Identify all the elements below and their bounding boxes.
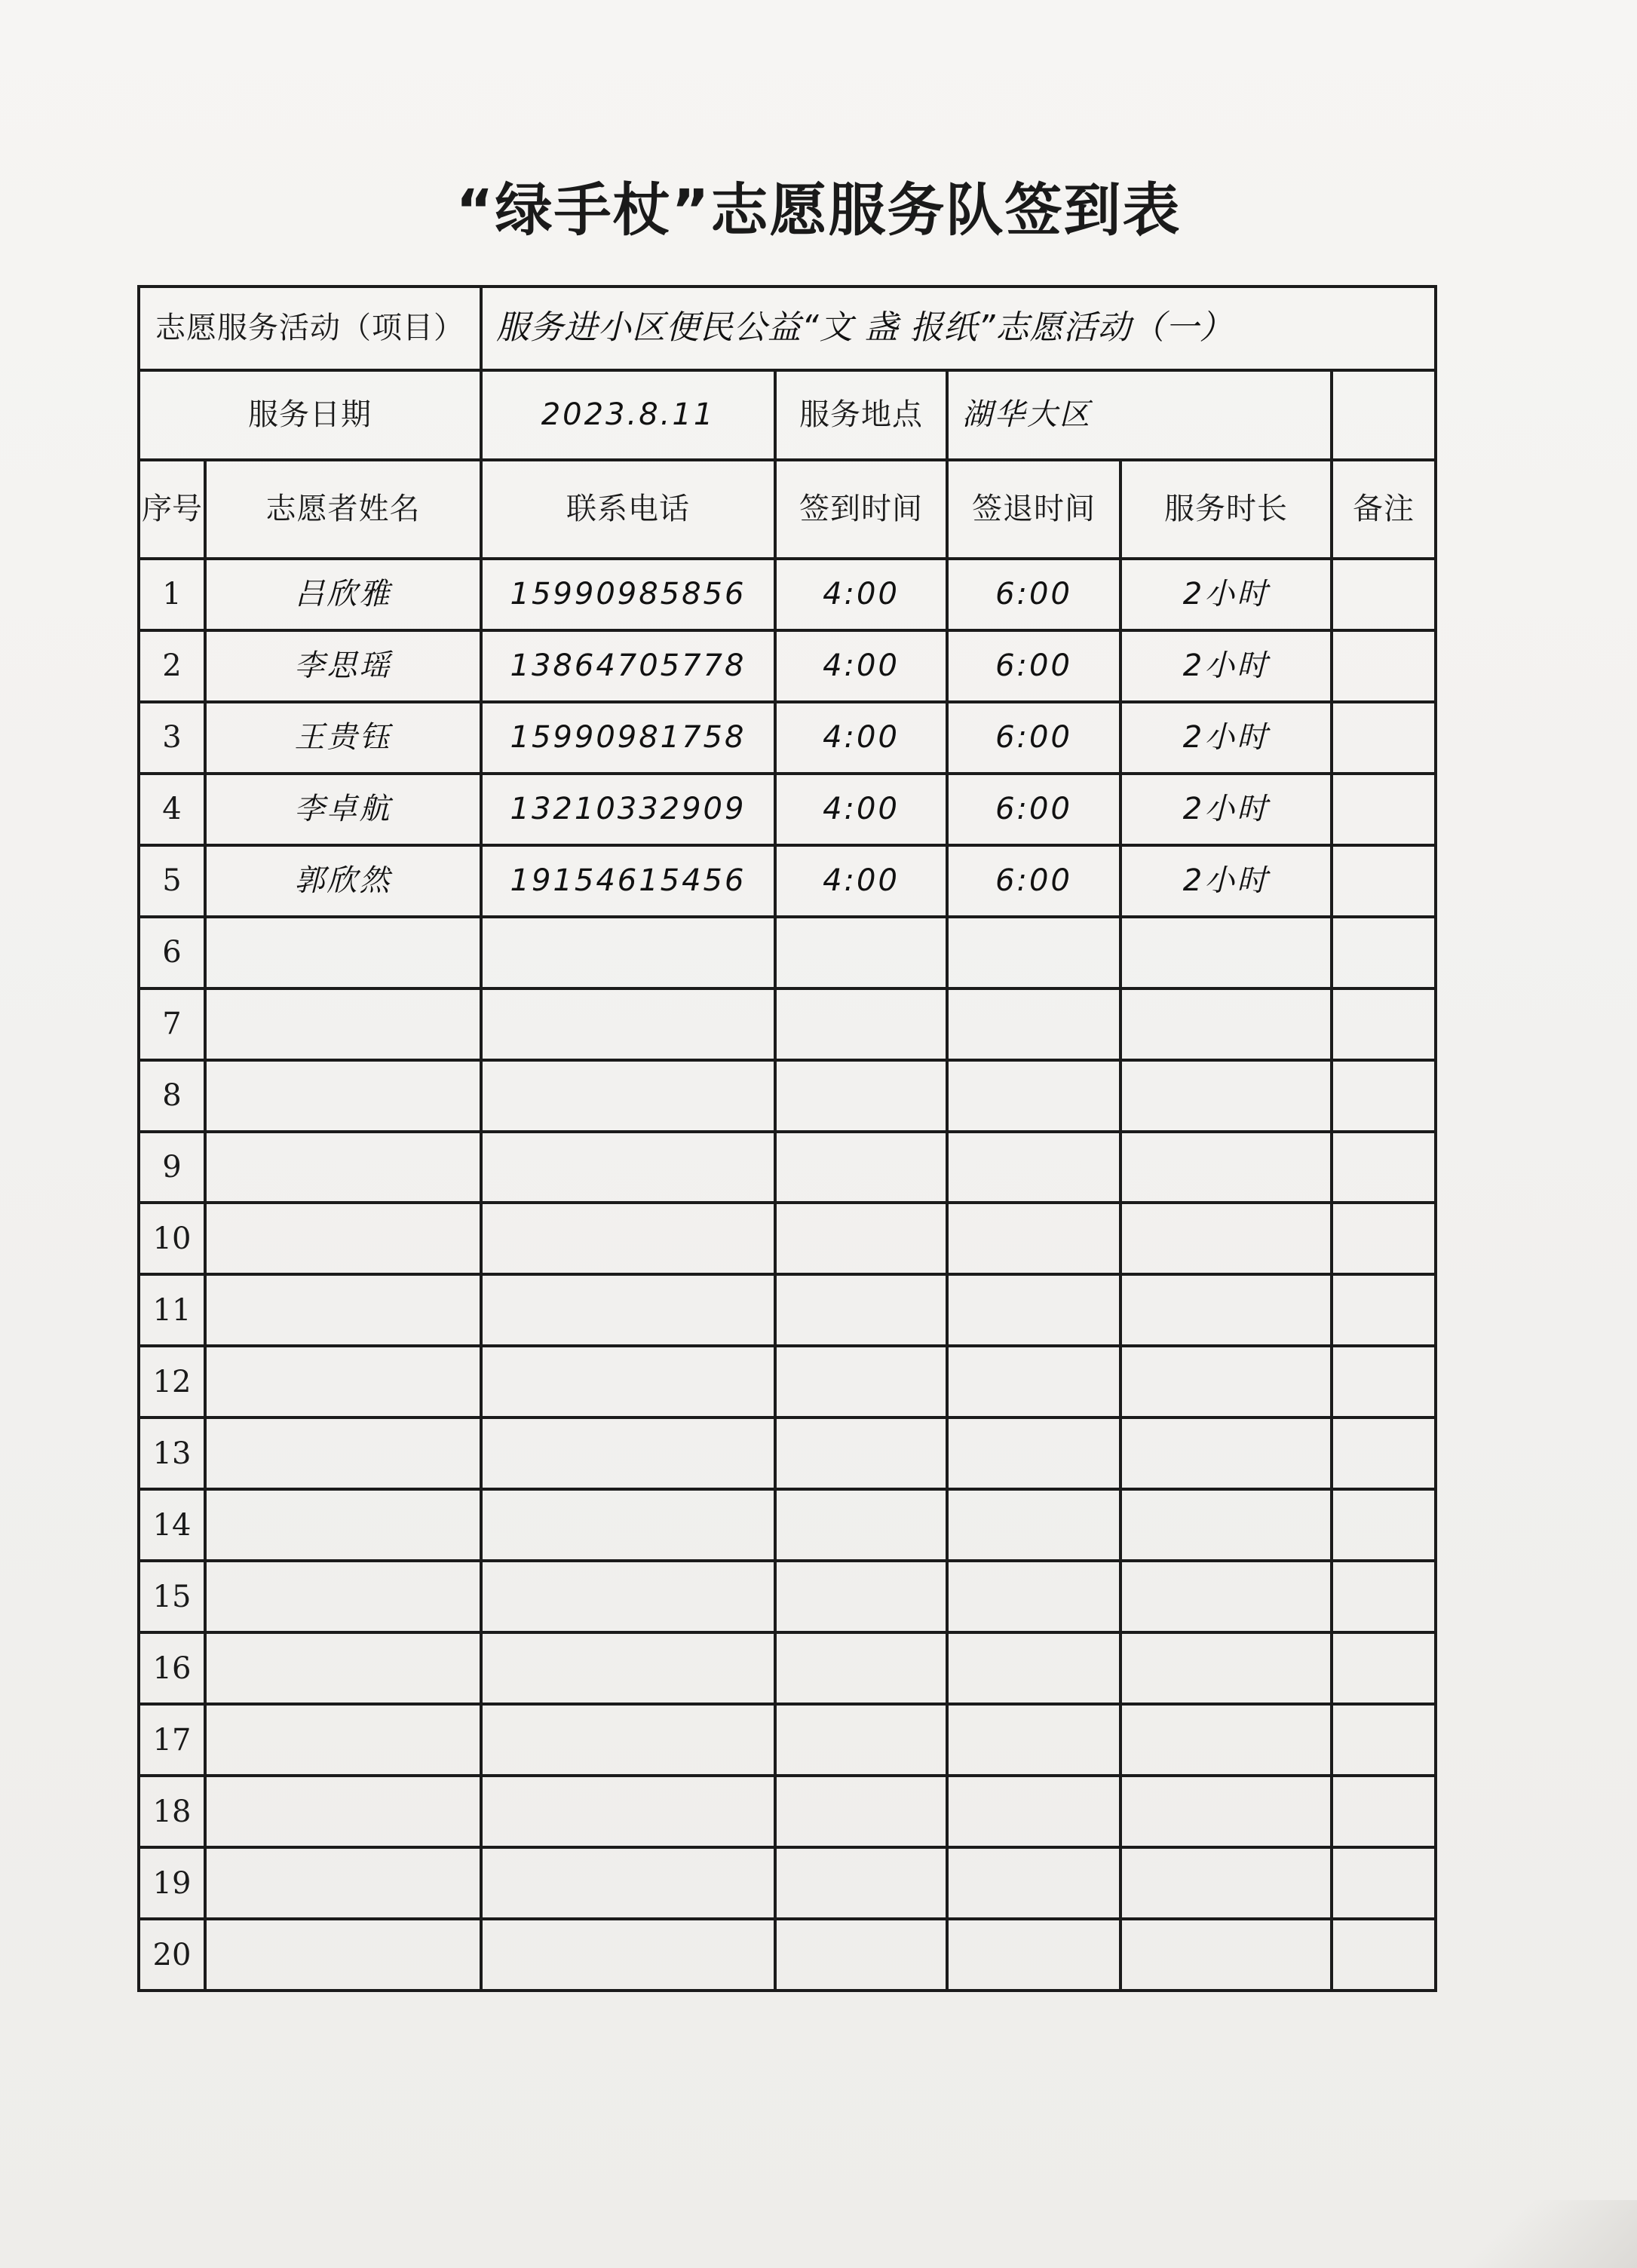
cell-duration — [1120, 1776, 1332, 1847]
table-row — [139, 1561, 1436, 1632]
cell-phone — [481, 1346, 775, 1418]
cell-checkin: 4:00 — [775, 702, 947, 774]
cell-phone: 13864705778 — [481, 630, 775, 702]
cell-name — [205, 1919, 481, 1991]
cell-checkin — [775, 1132, 947, 1203]
cell-seq: 19 — [139, 1847, 205, 1919]
cell-seq: 5 — [139, 845, 205, 917]
cell-name: 李思瑶 — [205, 630, 481, 702]
location-label: 服务地点 — [775, 370, 947, 460]
cell-phone — [481, 1274, 775, 1346]
cell-checkout: 6:00 — [947, 774, 1120, 845]
table-row — [139, 1346, 1436, 1418]
cell-seq: 14 — [139, 1489, 205, 1561]
cell-remarks — [1332, 630, 1436, 702]
cell-name — [205, 1274, 481, 1346]
cell-duration — [1120, 1489, 1332, 1561]
activity-value: 服务进小区便民公益“文 盏 报纸”志愿活动（一） — [481, 287, 1436, 370]
table-row — [139, 1274, 1436, 1346]
cell-phone — [481, 1132, 775, 1203]
cell-seq: 3 — [139, 702, 205, 774]
cell-phone — [481, 988, 775, 1060]
cell-duration — [1120, 1203, 1332, 1274]
cell-phone — [481, 1704, 775, 1776]
cell-duration — [1120, 1418, 1332, 1489]
cell-checkout — [947, 1203, 1120, 1274]
cell-checkin — [775, 1704, 947, 1776]
cell-remarks — [1332, 1060, 1436, 1132]
location-value: 湖华大区 — [947, 370, 1332, 460]
cell-duration — [1120, 988, 1332, 1060]
cell-seq: 6 — [139, 917, 205, 988]
scan-shadow — [1411, 2200, 1637, 2268]
column-header-name: 志愿者姓名 — [205, 460, 481, 559]
cell-seq: 16 — [139, 1632, 205, 1704]
table-row — [139, 1919, 1436, 1991]
cell-remarks — [1332, 1847, 1436, 1919]
cell-checkin — [775, 1489, 947, 1561]
cell-checkin — [775, 1919, 947, 1991]
cell-remarks — [1332, 1561, 1436, 1632]
cell-checkin — [775, 1776, 947, 1847]
cell-checkout — [947, 1561, 1120, 1632]
cell-seq: 7 — [139, 988, 205, 1060]
cell-duration: 2小时 — [1120, 559, 1332, 630]
cell-remarks — [1332, 1919, 1436, 1991]
cell-duration: 2小时 — [1120, 774, 1332, 845]
cell-checkin — [775, 1632, 947, 1704]
cell-remarks — [1332, 702, 1436, 774]
cell-phone: 15990981758 — [481, 702, 775, 774]
date-location-row — [139, 370, 1436, 460]
date-value: 2023.8.11 — [481, 370, 775, 460]
cell-phone — [481, 1632, 775, 1704]
cell-phone — [481, 1060, 775, 1132]
cell-seq: 10 — [139, 1203, 205, 1274]
cell-checkout — [947, 917, 1120, 988]
cell-name — [205, 1776, 481, 1847]
cell-name — [205, 1847, 481, 1919]
cell-seq: 18 — [139, 1776, 205, 1847]
column-header-row — [139, 460, 1436, 559]
table-row — [139, 845, 1436, 917]
cell-name — [205, 1203, 481, 1274]
cell-checkin — [775, 1060, 947, 1132]
cell-checkout — [947, 1346, 1120, 1418]
table-row — [139, 917, 1436, 988]
cell-checkout — [947, 1776, 1120, 1847]
cell-name — [205, 1060, 481, 1132]
cell-checkout — [947, 1489, 1120, 1561]
cell-checkout — [947, 1704, 1120, 1776]
cell-seq: 8 — [139, 1060, 205, 1132]
cell-duration — [1120, 1704, 1332, 1776]
cell-checkin: 4:00 — [775, 774, 947, 845]
cell-seq: 13 — [139, 1418, 205, 1489]
cell-checkout: 6:00 — [947, 702, 1120, 774]
table-row — [139, 1632, 1436, 1704]
cell-checkout: 6:00 — [947, 559, 1120, 630]
cell-checkout — [947, 1060, 1120, 1132]
sign-in-table — [137, 285, 1437, 1992]
activity-row — [139, 287, 1436, 370]
cell-duration — [1120, 1561, 1332, 1632]
cell-name: 李卓航 — [205, 774, 481, 845]
cell-name: 王贵钰 — [205, 702, 481, 774]
date-label: 服务日期 — [139, 370, 481, 460]
sign-in-form — [137, 285, 1434, 1992]
table-row — [139, 1203, 1436, 1274]
cell-name — [205, 917, 481, 988]
cell-remarks — [1332, 1418, 1436, 1489]
cell-checkout: 6:00 — [947, 630, 1120, 702]
column-header-phone: 联系电话 — [481, 460, 775, 559]
cell-phone: 15990985856 — [481, 559, 775, 630]
table-row — [139, 774, 1436, 845]
cell-checkout — [947, 1274, 1120, 1346]
cell-phone — [481, 1919, 775, 1991]
cell-name: 郭欣然 — [205, 845, 481, 917]
cell-remarks — [1332, 1132, 1436, 1203]
column-header-duration: 服务时长 — [1120, 460, 1332, 559]
cell-duration — [1120, 1847, 1332, 1919]
cell-remarks — [1332, 1489, 1436, 1561]
cell-seq: 9 — [139, 1132, 205, 1203]
column-header-checkout: 签退时间 — [947, 460, 1120, 559]
page-title: “绿手杖”志愿服务队签到表 — [455, 176, 1182, 244]
cell-seq: 12 — [139, 1346, 205, 1418]
cell-seq: 2 — [139, 630, 205, 702]
cell-seq: 11 — [139, 1274, 205, 1346]
cell-remarks — [1332, 988, 1436, 1060]
cell-remarks — [1332, 1203, 1436, 1274]
cell-phone: 19154615456 — [481, 845, 775, 917]
table-row — [139, 1060, 1436, 1132]
cell-phone — [481, 1418, 775, 1489]
table-row — [139, 1418, 1436, 1489]
cell-checkin — [775, 917, 947, 988]
cell-checkin — [775, 1203, 947, 1274]
cell-phone — [481, 1203, 775, 1274]
cell-name — [205, 1132, 481, 1203]
cell-duration — [1120, 1919, 1332, 1991]
cell-name: 吕欣雅 — [205, 559, 481, 630]
column-header-checkin: 签到时间 — [775, 460, 947, 559]
cell-checkin — [775, 1418, 947, 1489]
cell-remarks — [1332, 917, 1436, 988]
cell-phone: 13210332909 — [481, 774, 775, 845]
cell-duration — [1120, 1132, 1332, 1203]
cell-remarks — [1332, 1704, 1436, 1776]
cell-name — [205, 1561, 481, 1632]
table-row — [139, 1847, 1436, 1919]
cell-name — [205, 1346, 481, 1418]
cell-duration — [1120, 1346, 1332, 1418]
cell-remarks — [1332, 1776, 1436, 1847]
table-row — [139, 1132, 1436, 1203]
cell-seq: 15 — [139, 1561, 205, 1632]
cell-name — [205, 1418, 481, 1489]
cell-duration — [1120, 1632, 1332, 1704]
column-header-remarks: 备注 — [1332, 460, 1436, 559]
cell-checkout — [947, 988, 1120, 1060]
cell-name — [205, 988, 481, 1060]
cell-checkout — [947, 1632, 1120, 1704]
cell-name — [205, 1632, 481, 1704]
blank-cell — [1332, 370, 1436, 460]
cell-remarks — [1332, 1274, 1436, 1346]
cell-duration — [1120, 1274, 1332, 1346]
cell-checkout: 6:00 — [947, 845, 1120, 917]
cell-remarks — [1332, 774, 1436, 845]
table-row — [139, 630, 1436, 702]
cell-checkout — [947, 1919, 1120, 1991]
cell-checkout — [947, 1418, 1120, 1489]
cell-checkout — [947, 1847, 1120, 1919]
cell-seq: 17 — [139, 1704, 205, 1776]
table-row — [139, 702, 1436, 774]
cell-remarks — [1332, 1346, 1436, 1418]
cell-phone — [481, 1489, 775, 1561]
cell-seq: 1 — [139, 559, 205, 630]
table-row — [139, 559, 1436, 630]
cell-checkin — [775, 988, 947, 1060]
cell-checkin — [775, 1346, 947, 1418]
cell-duration: 2小时 — [1120, 845, 1332, 917]
cell-phone — [481, 1847, 775, 1919]
cell-name — [205, 1489, 481, 1561]
cell-remarks — [1332, 559, 1436, 630]
column-header-seq: 序号 — [139, 460, 205, 559]
table-row — [139, 988, 1436, 1060]
table-row — [139, 1776, 1436, 1847]
cell-checkout — [947, 1132, 1120, 1203]
cell-checkin: 4:00 — [775, 559, 947, 630]
cell-phone — [481, 1561, 775, 1632]
cell-checkin — [775, 1561, 947, 1632]
cell-checkin: 4:00 — [775, 845, 947, 917]
cell-duration: 2小时 — [1120, 630, 1332, 702]
cell-duration — [1120, 917, 1332, 988]
cell-checkin: 4:00 — [775, 630, 947, 702]
cell-seq: 4 — [139, 774, 205, 845]
cell-remarks — [1332, 1632, 1436, 1704]
cell-duration: 2小时 — [1120, 702, 1332, 774]
table-row — [139, 1489, 1436, 1561]
cell-name — [205, 1704, 481, 1776]
cell-remarks — [1332, 845, 1436, 917]
cell-duration — [1120, 1060, 1332, 1132]
cell-phone — [481, 1776, 775, 1847]
cell-checkin — [775, 1274, 947, 1346]
activity-label: 志愿服务活动（项目） — [139, 287, 481, 370]
cell-seq: 20 — [139, 1919, 205, 1991]
cell-phone — [481, 917, 775, 988]
table-row — [139, 1704, 1436, 1776]
cell-checkin — [775, 1847, 947, 1919]
